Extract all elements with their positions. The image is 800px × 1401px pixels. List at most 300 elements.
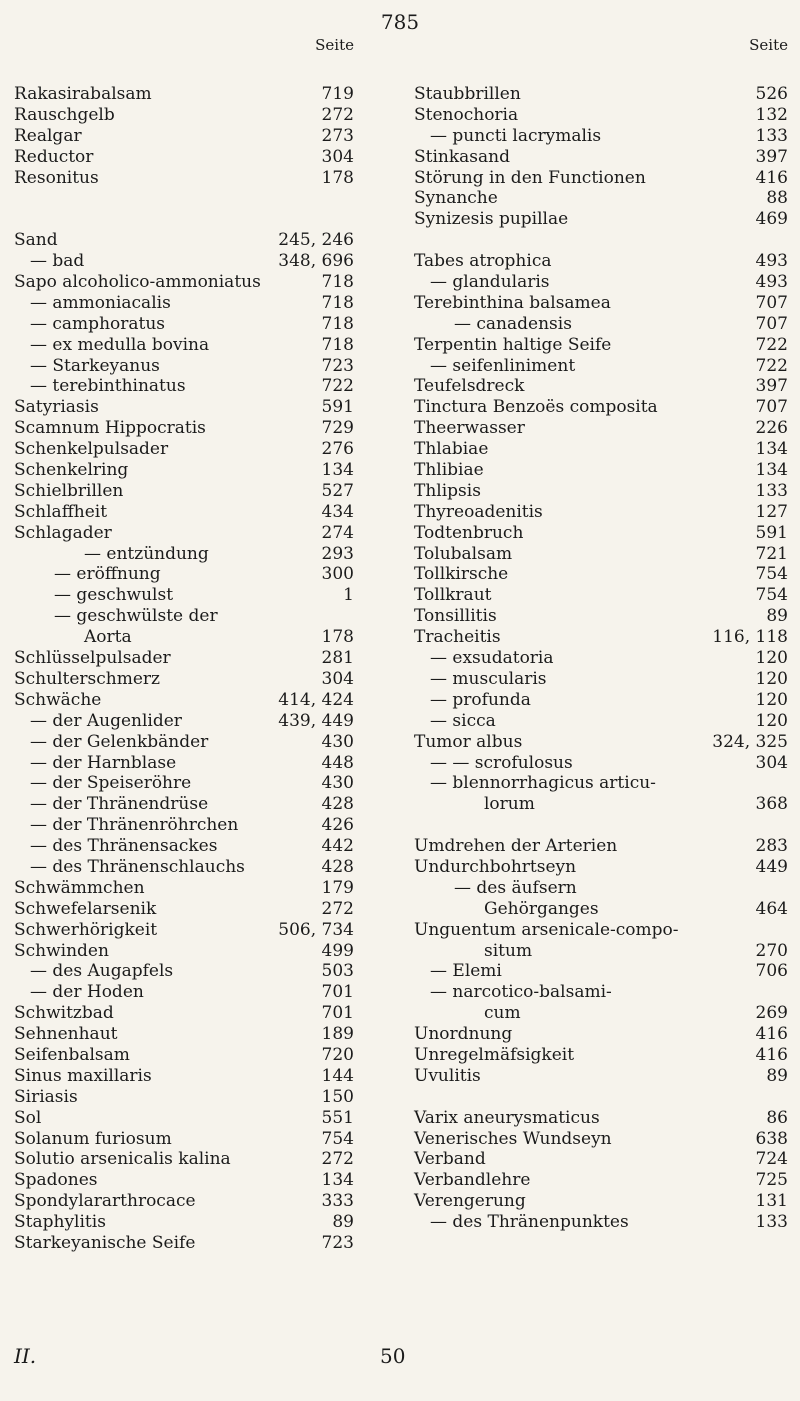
index-entry — [14, 418, 354, 439]
entry-term: — blennorrhagicus articu- — [430, 773, 656, 794]
index-entry — [14, 857, 354, 878]
entry-term: — des Augapfels — [30, 961, 174, 982]
entry-pages: 725 — [755, 1170, 788, 1191]
entry-term: Schwerhörigkeit — [14, 919, 158, 940]
index-entry — [14, 168, 354, 189]
index-entry — [414, 1191, 788, 1212]
entry-pages: 120 — [755, 689, 788, 710]
entry-pages: 464 — [755, 898, 788, 919]
entry-pages: 272 — [321, 898, 354, 919]
index-entry — [414, 1003, 788, 1024]
entry-term: — der Harnblase — [30, 752, 177, 773]
entry-term: Spondylararthrocace — [14, 1191, 196, 1212]
index-entry — [414, 794, 788, 815]
entry-term: Schlüsselpulsader — [14, 648, 171, 669]
entry-pages: 88 — [766, 188, 788, 209]
index-entry — [414, 126, 788, 147]
entry-term: — geschwulst — [54, 585, 174, 606]
entry-term: Schwitzbad — [14, 1003, 114, 1024]
entry-pages: 133 — [755, 1212, 788, 1233]
entry-term: Aorta — [84, 627, 132, 648]
index-entry — [414, 251, 788, 272]
entry-pages: 245, 246 — [278, 230, 354, 251]
index-entry — [14, 941, 354, 962]
index-entry — [414, 1066, 788, 1087]
index-entry — [14, 1045, 354, 1066]
entry-pages: 1 — [343, 585, 354, 606]
index-entry — [414, 982, 788, 1003]
entry-pages: 189 — [321, 1024, 354, 1045]
entry-pages: 718 — [321, 292, 354, 313]
entry-term: Tollkirsche — [414, 564, 509, 585]
entry-term: Schenkelring — [14, 460, 129, 481]
entry-pages: 414, 424 — [278, 689, 354, 710]
entry-pages: 293 — [321, 543, 354, 564]
entry-pages: 304 — [321, 146, 354, 167]
entry-pages: 133 — [755, 125, 788, 146]
entry-term: Sol — [14, 1107, 42, 1128]
entry-pages: 722 — [755, 334, 788, 355]
index-entry — [14, 230, 354, 251]
entry-pages: 503 — [321, 961, 354, 982]
entry-term: — des Thränenschlauchs — [30, 856, 245, 877]
entry-pages: 120 — [755, 648, 788, 669]
index-entry — [14, 1149, 354, 1170]
index-entry — [414, 105, 788, 126]
entry-term: — glandularis — [430, 272, 550, 293]
index-entry — [414, 1045, 788, 1066]
index-entry — [414, 418, 788, 439]
index-entry — [14, 982, 354, 1003]
index-entry — [14, 481, 354, 502]
index-entry — [414, 1129, 788, 1150]
index-entry — [14, 1108, 354, 1129]
index-entry — [414, 293, 788, 314]
entry-pages: 134 — [755, 439, 788, 460]
index-entry — [414, 544, 788, 565]
entry-pages: 397 — [755, 146, 788, 167]
entry-term: Stenochoria — [414, 104, 519, 125]
entry-pages: 723 — [321, 1232, 354, 1253]
entry-pages: 324, 325 — [712, 731, 788, 752]
index-entry — [14, 815, 354, 836]
entry-term: Varix aneurysmaticus — [414, 1107, 600, 1128]
entry-term: Tonsillitis — [414, 606, 497, 627]
entry-term: — der Speiseröhre — [30, 773, 192, 794]
entry-term: — Elemi — [430, 961, 502, 982]
entry-term: Sand — [14, 230, 58, 251]
entry-pages: 527 — [321, 480, 354, 501]
entry-term: Terpentin haltige Seife — [414, 334, 612, 355]
index-entry — [14, 920, 354, 941]
index-entry — [414, 147, 788, 168]
index-entry — [14, 648, 354, 669]
index-entry — [414, 168, 788, 189]
entry-pages: 506, 734 — [278, 919, 354, 940]
index-entry — [14, 1170, 354, 1191]
index-entry — [14, 564, 354, 585]
index-entry — [14, 1087, 354, 1108]
entry-pages: 134 — [321, 460, 354, 481]
entry-term: Verbandlehre — [414, 1170, 531, 1191]
index-entry — [14, 439, 354, 460]
index-entry — [14, 502, 354, 523]
entry-term: — der Augenlider — [30, 710, 182, 731]
entry-term: Sehnenhaut — [14, 1024, 118, 1045]
entry-term: — ammoniacalis — [30, 292, 171, 313]
entry-term: — — scrofulosus — [430, 752, 573, 773]
index-entry — [414, 961, 788, 982]
entry-term: Synizesis pupillae — [414, 209, 569, 230]
index-entry — [14, 1233, 354, 1254]
sheet-number: 50 — [380, 1344, 406, 1368]
index-entry — [414, 585, 788, 606]
index-entry — [414, 335, 788, 356]
index-entry — [414, 188, 788, 209]
entry-term: — exsudatoria — [430, 648, 554, 669]
entry-term: Schwefelarsenik — [14, 898, 157, 919]
entry-pages: 226 — [755, 418, 788, 439]
entry-pages: 150 — [321, 1086, 354, 1107]
entry-pages: 442 — [321, 836, 354, 857]
entry-pages: 333 — [321, 1191, 354, 1212]
index-entry — [14, 1191, 354, 1212]
entry-term: Thlabiae — [414, 439, 489, 460]
index-entry — [14, 690, 354, 711]
entry-term: — der Thränendrüse — [30, 794, 209, 815]
entry-term: — der Gelenkbänder — [30, 731, 209, 752]
entry-term: — camphoratus — [30, 313, 166, 334]
entry-pages: 754 — [755, 585, 788, 606]
entry-term: Schlaffheit — [14, 501, 108, 522]
entry-pages: 449 — [755, 856, 788, 877]
entry-term: Umdrehen der Arterien — [414, 836, 618, 857]
entry-pages: 89 — [766, 1065, 788, 1086]
index-entry — [14, 293, 354, 314]
index-entry — [14, 899, 354, 920]
entry-term: — ex medulla bovina — [30, 334, 210, 355]
entry-term: — muscularis — [430, 668, 547, 689]
signature-mark: II. — [14, 1344, 37, 1368]
entry-pages: 701 — [321, 982, 354, 1003]
entry-term: Verband — [414, 1149, 486, 1170]
index-entry — [414, 878, 788, 899]
index-entry — [14, 105, 354, 126]
index-entry — [414, 272, 788, 293]
index-entry — [14, 147, 354, 168]
index-entry — [14, 1212, 354, 1233]
entry-pages: 269 — [755, 1003, 788, 1024]
entry-pages: 754 — [321, 1128, 354, 1149]
entry-pages: 134 — [755, 460, 788, 481]
entry-pages: 718 — [321, 272, 354, 293]
entry-term: Unregelmäfsigkeit — [414, 1044, 575, 1065]
index-entry — [14, 836, 354, 857]
index-entry — [14, 126, 354, 147]
entry-term: Todtenbruch — [414, 522, 524, 543]
entry-term: — des Thränenpunktes — [430, 1212, 629, 1233]
index-entry — [14, 397, 354, 418]
entry-pages: 707 — [755, 313, 788, 334]
entry-pages: 526 — [755, 84, 788, 104]
entry-term: Sapo alcoholico-ammoniatus — [14, 272, 261, 293]
index-entry — [14, 606, 354, 627]
entry-pages: 707 — [755, 397, 788, 418]
entry-pages: 134 — [321, 1170, 354, 1191]
entry-pages: 416 — [755, 1024, 788, 1045]
entry-term: Siriasis — [14, 1086, 78, 1107]
index-entry — [414, 481, 788, 502]
entry-pages: 133 — [755, 480, 788, 501]
entry-pages: 551 — [321, 1107, 354, 1128]
index-entry — [414, 376, 788, 397]
entry-term: Teufelsdreck — [414, 376, 525, 397]
index-entry — [14, 627, 354, 648]
entry-term: — eröffnung — [54, 564, 161, 585]
index-entry — [14, 794, 354, 815]
entry-term: — puncti lacrymalis — [430, 125, 602, 146]
entry-pages: 724 — [755, 1149, 788, 1170]
entry-pages: 120 — [755, 668, 788, 689]
index-entry — [14, 711, 354, 732]
entry-term: Schwinden — [14, 940, 109, 961]
entry-term: — des äufsern — [454, 877, 577, 898]
entry-pages: 178 — [321, 627, 354, 648]
entry-term: Terebinthina balsamea — [414, 292, 611, 313]
entry-pages: 430 — [321, 773, 354, 794]
index-column-right — [414, 36, 788, 1233]
index-entry — [414, 857, 788, 878]
entry-term: Unguentum arsenicale-compo- — [414, 919, 679, 940]
spacer — [414, 1087, 788, 1108]
entry-term: Thlibiae — [414, 460, 484, 481]
entry-term: Tolubalsam — [414, 543, 513, 564]
entry-pages: 416 — [755, 167, 788, 188]
entry-term: situm — [484, 940, 533, 961]
index-entry — [414, 648, 788, 669]
entry-pages: 722 — [321, 376, 354, 397]
entry-term: Satyriasis — [14, 397, 99, 418]
index-entry — [14, 773, 354, 794]
entry-term: Venerisches Wundseyn — [414, 1128, 612, 1149]
entry-pages: 723 — [321, 355, 354, 376]
entry-term: Unordnung — [414, 1024, 513, 1045]
index-entry — [14, 356, 354, 377]
spacer — [14, 209, 354, 230]
entry-pages: 729 — [321, 418, 354, 439]
entry-term: Staphylitis — [14, 1212, 106, 1233]
index-entry — [414, 1170, 788, 1191]
index-entry — [414, 209, 788, 230]
index-entry — [14, 84, 354, 105]
entry-pages: 283 — [755, 836, 788, 857]
index-entry — [414, 564, 788, 585]
entry-term: Spadones — [14, 1170, 98, 1191]
index-entry — [14, 753, 354, 774]
entry-pages: 701 — [321, 1003, 354, 1024]
entry-pages: 272 — [321, 104, 354, 125]
entry-term: Tracheitis — [414, 627, 501, 648]
index-entry — [414, 439, 788, 460]
entry-pages: 754 — [755, 564, 788, 585]
entry-pages: 706 — [755, 961, 788, 982]
index-column-left — [14, 36, 354, 1254]
entry-term: Solutio arsenicalis kalina — [14, 1149, 231, 1170]
entry-term: — Starkeyanus — [30, 355, 160, 376]
entry-pages: 272 — [321, 1149, 354, 1170]
entry-pages: 131 — [755, 1191, 788, 1212]
entry-term: Rauschgelb — [14, 104, 115, 125]
entry-pages: 368 — [755, 794, 788, 815]
entry-pages: 638 — [755, 1128, 788, 1149]
index-entry — [414, 356, 788, 377]
index-entry — [14, 272, 354, 293]
entry-term: Uvulitis — [414, 1065, 481, 1086]
entry-term: — entzündung — [84, 543, 209, 564]
index-entry — [414, 397, 788, 418]
index-entry — [414, 627, 788, 648]
entry-pages: 469 — [755, 209, 788, 230]
entry-term: Stinkasand — [414, 146, 510, 167]
entry-term: Sinus maxillaris — [14, 1065, 152, 1086]
index-entry — [414, 753, 788, 774]
entry-list — [14, 84, 354, 1254]
entry-pages: 276 — [321, 439, 354, 460]
entry-term: Thyreoadenitis — [414, 501, 543, 522]
entry-term: Verengerung — [414, 1191, 526, 1212]
entry-pages: 591 — [755, 522, 788, 543]
index-entry — [14, 335, 354, 356]
index-entry — [14, 878, 354, 899]
index-entry — [414, 711, 788, 732]
entry-pages: 493 — [755, 251, 788, 272]
index-entry — [414, 523, 788, 544]
entry-term: — seifenliniment — [430, 355, 576, 376]
index-entry — [414, 606, 788, 627]
entry-term: — terebinthinatus — [30, 376, 186, 397]
entry-term: Seifenbalsam — [14, 1044, 130, 1065]
entry-term: Schielbrillen — [14, 480, 124, 501]
index-entry — [14, 585, 354, 606]
entry-pages: 300 — [321, 564, 354, 585]
entry-term: Staubbrillen — [414, 84, 521, 104]
index-entry — [414, 899, 788, 920]
spacer — [414, 230, 788, 251]
index-entry — [14, 523, 354, 544]
entry-pages: 281 — [321, 648, 354, 669]
index-entry — [414, 502, 788, 523]
index-entry — [414, 84, 788, 105]
index-entry — [414, 920, 788, 941]
entry-term: — canadensis — [454, 313, 572, 334]
index-entry — [414, 460, 788, 481]
entry-pages: 304 — [321, 668, 354, 689]
entry-term: — des Thränensackes — [30, 836, 218, 857]
entry-term: cum — [484, 1003, 521, 1024]
index-entry — [14, 251, 354, 272]
index-entry — [14, 1024, 354, 1045]
spacer — [14, 188, 354, 209]
entry-term: — profunda — [430, 689, 531, 710]
entry-pages: 273 — [321, 125, 354, 146]
index-entry — [414, 314, 788, 335]
entry-term: Tinctura Benzoës composita — [414, 397, 658, 418]
index-entry — [414, 690, 788, 711]
entry-pages: 120 — [755, 710, 788, 731]
entry-term: Schenkelpulsader — [14, 439, 169, 460]
index-entry — [414, 1108, 788, 1129]
entry-pages: 274 — [321, 522, 354, 543]
index-entry — [414, 732, 788, 753]
entry-pages: 89 — [766, 606, 788, 627]
entry-pages: 86 — [766, 1107, 788, 1128]
page-number: 785 — [380, 10, 420, 34]
entry-pages: 439, 449 — [278, 710, 354, 731]
entry-term: Tollkraut — [414, 585, 492, 606]
entry-pages: 397 — [755, 376, 788, 397]
entry-term: — geschwülste der — [54, 606, 218, 627]
entry-pages: 144 — [321, 1065, 354, 1086]
index-entry — [14, 314, 354, 335]
entry-term: Schulterschmerz — [14, 668, 160, 689]
index-entry — [14, 1066, 354, 1087]
entry-pages: 132 — [755, 104, 788, 125]
entry-pages: 434 — [321, 501, 354, 522]
entry-pages: 718 — [321, 313, 354, 334]
entry-pages: 493 — [755, 272, 788, 293]
entry-term: — narcotico-balsami- — [430, 982, 612, 1003]
entry-term: Theerwasser — [414, 418, 525, 439]
entry-term: Rakasirabalsam — [14, 84, 152, 104]
entry-term: Schwäche — [14, 689, 102, 710]
entry-term: Schwämmchen — [14, 877, 145, 898]
index-entry — [414, 1149, 788, 1170]
entry-list — [414, 84, 788, 1233]
entry-term: Realgar — [14, 125, 82, 146]
index-entry — [14, 732, 354, 753]
entry-term: — der Thränenröhrchen — [30, 815, 239, 836]
index-entry — [14, 544, 354, 565]
entry-pages: 719 — [321, 84, 354, 104]
entry-pages: 499 — [321, 940, 354, 961]
entry-term: — sicca — [430, 710, 496, 731]
index-entry — [14, 376, 354, 397]
entry-pages: 89 — [332, 1212, 354, 1233]
entry-term: Thlipsis — [414, 480, 481, 501]
entry-pages: 707 — [755, 292, 788, 313]
entry-pages: 428 — [321, 794, 354, 815]
index-entry — [414, 773, 788, 794]
entry-term: Gehörganges — [484, 898, 599, 919]
column-header-seite: Seite — [749, 36, 788, 54]
index-entry — [414, 941, 788, 962]
entry-term: Synanche — [414, 188, 498, 209]
index-entry — [414, 1024, 788, 1045]
index-entry — [414, 836, 788, 857]
entry-pages: 127 — [755, 501, 788, 522]
entry-term: Resonitus — [14, 167, 99, 188]
index-entry — [14, 961, 354, 982]
entry-term: Undurchbohrtseyn — [414, 856, 577, 877]
entry-pages: 426 — [321, 815, 354, 836]
entry-term: Tumor albus — [414, 731, 523, 752]
entry-pages: 448 — [321, 752, 354, 773]
entry-term: Reductor — [14, 146, 94, 167]
entry-pages: 416 — [755, 1044, 788, 1065]
index-entry — [14, 460, 354, 481]
index-entry — [414, 669, 788, 690]
entry-term: Solanum furiosum — [14, 1128, 172, 1149]
